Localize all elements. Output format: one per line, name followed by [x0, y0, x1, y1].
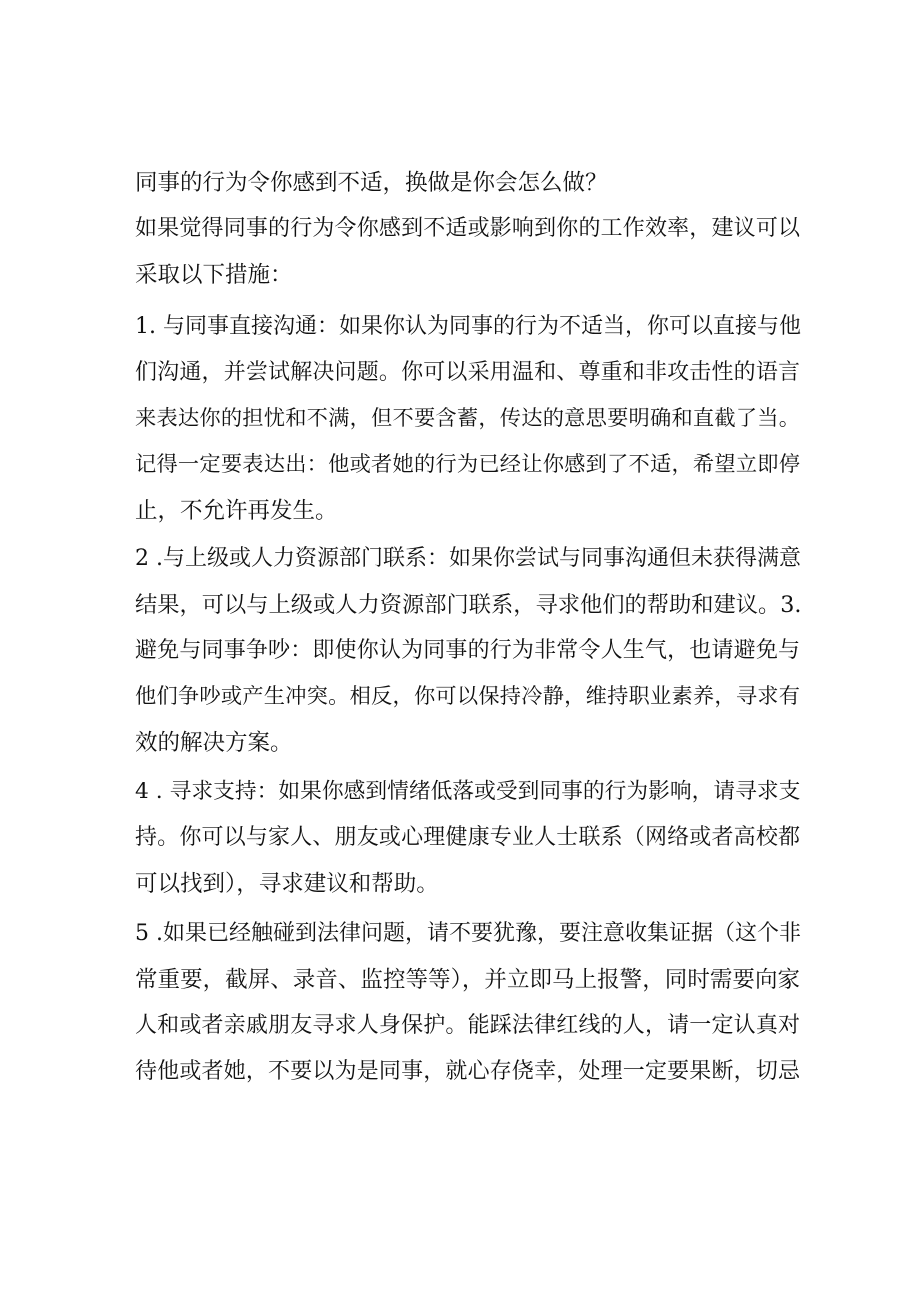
text-line: 来表达你的担忧和不满，但不要含蓄，传达的意思要明确和直截了当。	[135, 406, 800, 431]
text-line: 效的解决方案。	[135, 730, 293, 756]
text-line: 可以找到），寻求建议和帮助。	[135, 871, 439, 897]
text-line: 记得一定要表达出：他或者她的行为已经让你感到了不适，希望立即停	[135, 452, 800, 477]
text-line: 如果觉得同事的行为令你感到不适或影响到你的工作效率，建议可以	[135, 216, 800, 241]
list-item-5-line: 5 .如果已经触碰到法律问题，请不要犹豫，要注意收集证据（这个非	[135, 921, 801, 946]
list-item-1-line: 1. 与同事直接沟通：如果你认为同事的行为不适当，你可以直接与他	[135, 314, 801, 339]
list-item-2-line: 2 .与上级或人力资源部门联系：如果你尝试与同事沟通但未获得满意	[135, 546, 801, 571]
text-line: 采取以下措施：	[135, 262, 293, 288]
text-line: 们沟通，并尝试解决问题。你可以采用温和、尊重和非攻击性的语言	[135, 360, 800, 385]
text-line: 持。你可以与家人、朋友或心理健康专业人士联系（网络或者高校都	[135, 825, 800, 850]
question-title: 同事的行为令你感到不适，换做是你会怎么做？	[135, 170, 608, 196]
list-item-4-line: 4 . 寻求支持：如果你感到情绪低落或受到同事的行为影响，请寻求支	[135, 779, 801, 804]
text-line: 他们争吵或产生冲突。相反，你可以保持冷静，维持职业素养，寻求有	[135, 684, 800, 709]
text-line: 人和或者亲戚朋友寻求人身保护。能踩法律红线的人，请一定认真对	[135, 1013, 800, 1038]
text-line: 止，不允许再发生。	[135, 498, 338, 524]
text-line: 常重要，截屏、录音、监控等等），并立即马上报警，同时需要向家	[135, 967, 800, 993]
text-line: 结果，可以与上级或人力资源部门联系，寻求他们的帮助和建议。3.	[135, 592, 802, 618]
list-item-3-line: 避免与同事争吵：即使你认为同事的行为非常令人生气，也请避免与	[135, 638, 800, 663]
text-line: 待他或者她，不要以为是同事，就心存侥幸，处理一定要果断，切忌	[135, 1059, 800, 1084]
